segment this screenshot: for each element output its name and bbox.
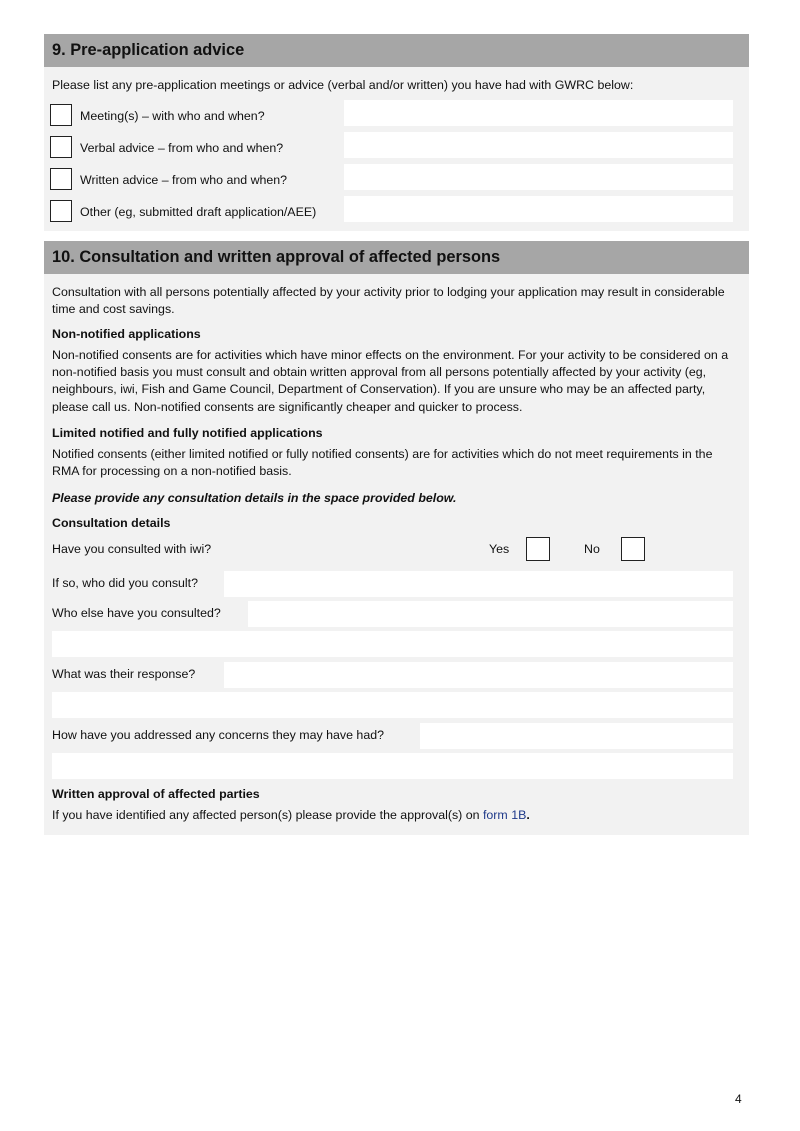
non-notified-heading: Non-notified applications xyxy=(52,327,201,341)
response-input[interactable] xyxy=(224,662,733,688)
written-approval-text xyxy=(52,808,530,822)
meeting-checkbox[interactable] xyxy=(50,104,72,126)
iwi-yes-label: Yes xyxy=(489,542,510,556)
page-number: 4 xyxy=(735,1092,742,1106)
concerns-input-extra[interactable] xyxy=(52,753,733,779)
consultation-title: 10. Consultation and written approval of affected persons xyxy=(44,241,749,274)
other-checkbox[interactable] xyxy=(50,200,72,222)
form-1b-link[interactable]: form 1B xyxy=(482,808,527,822)
meeting-input[interactable] xyxy=(344,100,733,126)
consultation-intro: Consultation with all persons potentially affected by your activity prior to lodging your application may result in considerable time and cost savings. xyxy=(52,285,725,317)
other-input[interactable] xyxy=(344,196,733,222)
verbal-advice-input[interactable] xyxy=(344,132,733,158)
who-consulted-label: If so, who did you consult? xyxy=(52,576,199,590)
written-approval-heading: Written approval of affected parties xyxy=(52,787,260,801)
verbal-advice-label: Verbal advice – from who and when? xyxy=(80,141,284,155)
iwi-no-checkbox[interactable] xyxy=(621,537,645,561)
written-advice-checkbox[interactable] xyxy=(50,168,72,190)
response-input-extra[interactable] xyxy=(52,692,733,718)
iwi-question: Have you consulted with iwi? xyxy=(52,542,212,556)
meeting-label: Meeting(s) – with who and when? xyxy=(80,109,265,123)
verbal-advice-checkbox[interactable] xyxy=(50,136,72,158)
written-approval-text-after: . xyxy=(526,808,530,822)
consultation-details-heading: Consultation details xyxy=(52,516,171,530)
written-approval-text-before: If you have identified any affected person(s) please provide the approval(s) on xyxy=(52,808,480,822)
notified-heading: Limited notified and fully notified applications xyxy=(52,426,323,440)
notified-text: Notified consents (either limited notified or fully notified consents) are for activities which do not meet requirements in the RMA for processing on a non-notified basis. xyxy=(52,447,713,479)
non-notified-text: Non-notified consents are for activities which have minor effects on the environment. For your activity to be considered on a non-notified basis you must consult and obtain written approval from all persons potentially affected by your activity (eg, neighbours, iwi, Fish and Game Council, Department of Conservation). If you are unsure who may be an affected party, please call us. Non-notified consents are significantly cheaper and quicker to process. xyxy=(52,348,729,414)
written-advice-input[interactable] xyxy=(344,164,733,190)
response-label: What was their response? xyxy=(52,667,196,681)
pre-application-intro: Please list any pre-application meetings or advice (verbal and/or written) you have had with GWRC below: xyxy=(52,78,634,92)
consultation-section xyxy=(44,241,749,835)
who-else-label: Who else have you consulted? xyxy=(52,606,221,620)
who-else-input-extra[interactable] xyxy=(52,631,733,657)
iwi-yes-checkbox[interactable] xyxy=(526,537,550,561)
pre-application-title: 9. Pre-application advice xyxy=(44,34,749,67)
concerns-label: How have you addressed any concerns they may have had? xyxy=(52,728,384,742)
who-else-input[interactable] xyxy=(248,601,733,627)
who-consulted-input[interactable] xyxy=(224,571,733,597)
written-advice-label: Written advice – from who and when? xyxy=(80,173,288,187)
consultation-instruction: Please provide any consultation details in the space provided below. xyxy=(52,491,457,505)
other-label: Other (eg, submitted draft application/AEE) xyxy=(80,205,317,219)
concerns-input[interactable] xyxy=(420,723,733,749)
iwi-no-label: No xyxy=(584,542,600,556)
pre-application-section xyxy=(44,34,749,231)
